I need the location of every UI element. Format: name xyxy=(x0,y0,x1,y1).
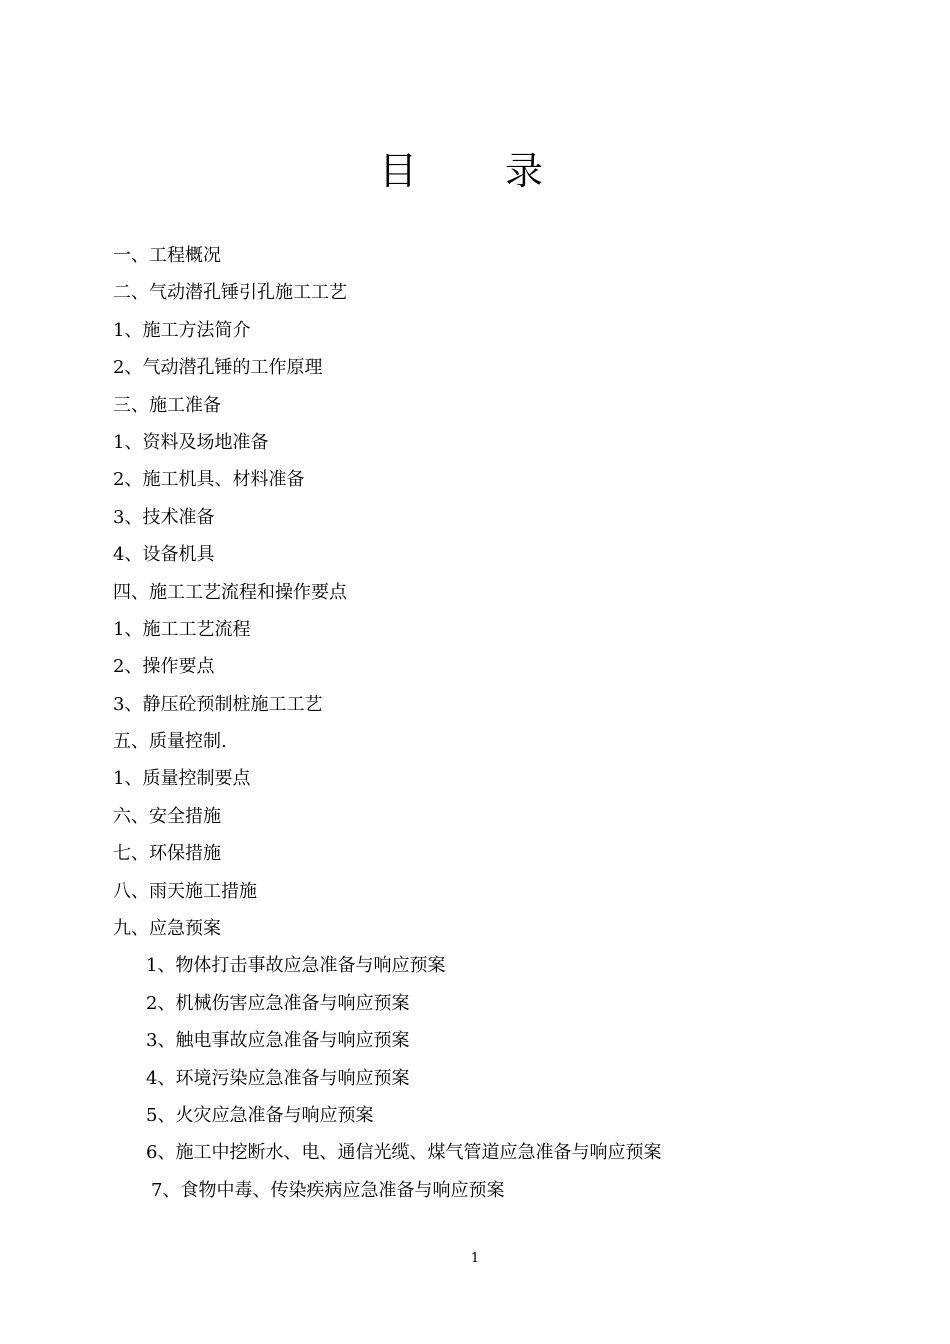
toc-subentry: 1、物体打击事故应急准备与响应预案 xyxy=(146,955,446,977)
toc-subentry: 2、机械伤害应急准备与响应预案 xyxy=(146,992,410,1014)
toc-entry: 2、操作要点 xyxy=(113,656,215,678)
toc-entry: 1、资料及场地准备 xyxy=(113,431,269,453)
toc-entry: 七、环保措施 xyxy=(113,843,221,865)
toc-subentry: 5、火灾应急准备与响应预案 xyxy=(146,1104,374,1126)
toc-entry: 三、施工准备 xyxy=(113,394,221,416)
page-number: 1 xyxy=(470,1251,480,1266)
toc-entry: 1、质量控制要点 xyxy=(113,768,251,790)
toc-entry: 四、施工工艺流程和操作要点 xyxy=(113,581,347,603)
toc-subentry: 4、环境污染应急准备与响应预案 xyxy=(146,1067,410,1089)
toc-subentry: 6、施工中挖断水、电、通信光缆、煤气管道应急准备与响应预案 xyxy=(146,1142,662,1164)
toc-entry: 九、应急预案 xyxy=(113,918,221,940)
toc-list xyxy=(113,237,873,1209)
toc-subentry: 7、食物中毒、传染疾病应急准备与响应预案 xyxy=(151,1179,505,1201)
toc-entry: 2、施工机具、材料准备 xyxy=(113,469,305,491)
toc-entry: 八、雨天施工措施 xyxy=(113,880,257,902)
toc-entry: 五、质量控制. xyxy=(113,731,227,753)
toc-entry: 1、施工工艺流程 xyxy=(113,618,251,640)
toc-entry: 二、气动潜孔锤引孔施工工艺 xyxy=(113,282,347,304)
toc-entry: 六、安全措施 xyxy=(113,805,221,827)
toc-entry: 3、静压砼预制桩施工工艺 xyxy=(113,693,323,715)
toc-entry: 3、技术准备 xyxy=(113,506,215,528)
toc-subentry: 3、触电事故应急准备与响应预案 xyxy=(146,1030,410,1052)
toc-entry: 1、施工方法简介 xyxy=(113,319,251,341)
toc-entry: 一、工程概况 xyxy=(113,245,221,266)
toc-entry: 4、设备机具 xyxy=(113,544,215,566)
toc-entry: 2、气动潜孔锤的工作原理 xyxy=(113,357,323,379)
page-title: 目 录 xyxy=(378,149,582,193)
